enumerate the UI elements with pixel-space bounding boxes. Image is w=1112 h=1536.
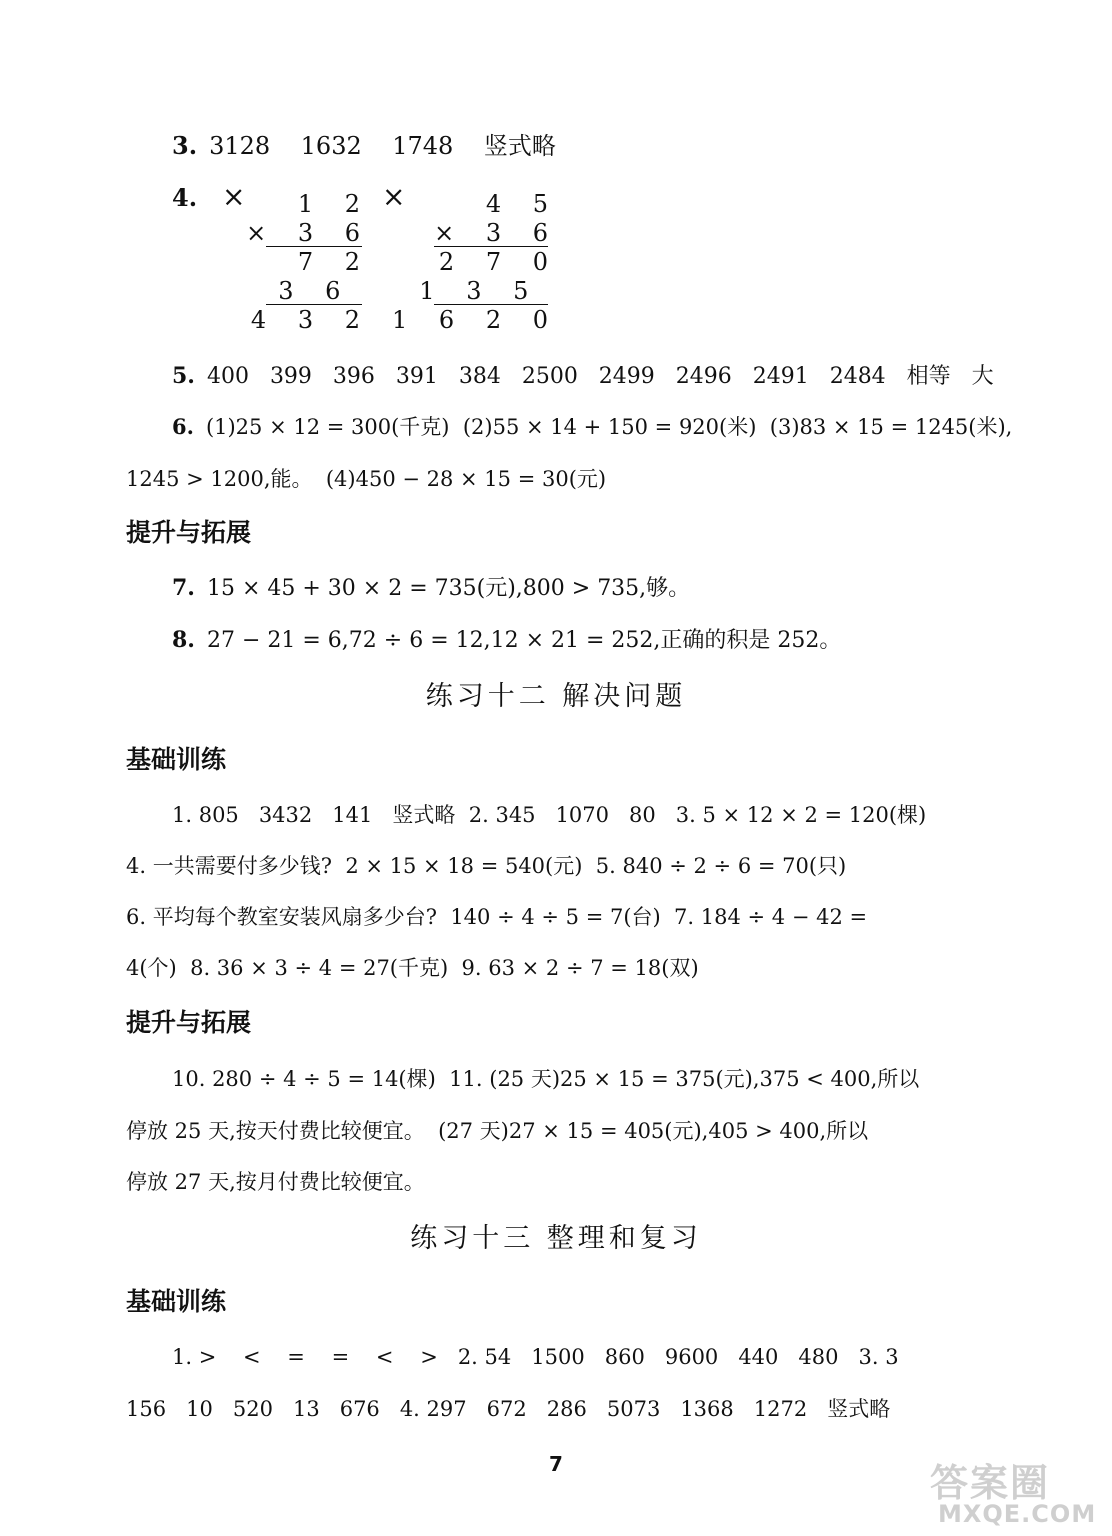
answer-4-number (172, 183, 209, 213)
answer-text: (1)25 × 12 = 300(千克) (2)55 × 14 + 150 = 920(米) (3)83 × 15 = 1245(米), (205, 415, 1013, 439)
calc-rule (434, 304, 548, 305)
answer-line: 1. > < = = < > 2. 54 1500 860 9600 440 480 3. 3 (172, 1345, 899, 1369)
item-number: 4. (172, 183, 198, 212)
item-number: 6. (172, 414, 194, 439)
answer-line: 1. 805 3432 141 竖式略 2. 345 1070 80 3. 5 × 12 × 2 = 120(棵) (172, 803, 927, 827)
calc-rule (266, 246, 362, 247)
answer-text: 15 × 45 + 30 × 2 = 735(元),800 > 735,够。 (206, 576, 691, 601)
item-number: 7. (172, 575, 195, 601)
watermark-url: MXQE.COM (938, 1500, 1097, 1528)
answer-3 (172, 131, 556, 161)
answer-5 (172, 361, 994, 392)
calc-row: 1 6 2 0 (392, 306, 560, 334)
vertical-calculation-b (392, 190, 560, 340)
item-number: 3. (172, 131, 198, 160)
answer-line: 156 10 520 13 676 4. 297 672 286 5073 1368 1272 竖式略 (126, 1397, 891, 1421)
vertical-calculation-a (246, 190, 372, 340)
calc-rule (266, 304, 362, 305)
calc-row: 4 5 (485, 190, 560, 218)
exercise-title: 练习十二 解决问题 (425, 681, 687, 712)
section-heading: 基础训练 (126, 1287, 227, 1316)
section-heading: 提升与拓展 (126, 518, 252, 547)
wrong-mark-icon: × (382, 180, 406, 213)
watermark-text: 答案圈 (930, 1461, 1051, 1505)
answer-7 (172, 573, 690, 604)
answer-text: 27 − 21 = 6,72 ÷ 6 = 12,12 × 21 = 252,正确的积是 252。 (206, 628, 842, 653)
calc-rule (434, 246, 548, 247)
calc-row: × 3 6 (434, 219, 560, 247)
answer-8 (172, 625, 841, 656)
answer-text: 3128 1632 1748 竖式略 (209, 132, 556, 160)
section-heading: 提升与拓展 (126, 1008, 252, 1037)
answer-6 (172, 412, 1012, 442)
wrong-mark-icon: × (222, 180, 246, 213)
answer-6-continued: 1245 > 1200,能。 (4)450 − 28 × 15 = 30(元) (126, 467, 607, 491)
answer-line: 4(个) 8. 36 × 3 ÷ 4 = 27(千克) 9. 63 × 2 ÷ 7 = 18(双) (126, 956, 699, 980)
section-heading: 基础训练 (126, 745, 227, 774)
exercise-title: 练习十三 整理和复习 (410, 1223, 702, 1254)
calc-row: 3 6 (278, 277, 372, 305)
calc-row: 7 2 (297, 248, 372, 276)
answer-line: 6. 平均每个教室安装风扇多少台? 140 ÷ 4 ÷ 5 = 7(台) 7. 184 ÷ 4 − 42 = (126, 905, 868, 929)
calc-row: × 3 6 (246, 219, 372, 247)
watermark-logo (924, 1452, 1097, 1530)
item-number: 8. (172, 627, 195, 653)
answer-line: 10. 280 ÷ 4 ÷ 5 = 14(棵) 11. (25 天)25 × 15 = 375(元),375 < 400,所以 (172, 1067, 920, 1091)
answer-text: 400 399 396 391 384 2500 2499 2496 2491 2484 相等 大 (206, 364, 994, 389)
answer-line: 停放 27 天,按月付费比较便宜。 (126, 1170, 425, 1194)
calc-row: 1 3 5 (419, 277, 560, 305)
item-number: 5. (172, 363, 195, 389)
calc-row: 4 3 2 (250, 306, 372, 334)
calc-row: 2 7 0 (438, 248, 560, 276)
page-number: 7 (549, 1452, 563, 1476)
calc-row: 1 2 (297, 190, 372, 218)
answer-line: 停放 25 天,按天付费比较便宜。 (27 天)27 × 15 = 405(元),405 > 400,所以 (126, 1119, 869, 1143)
answer-line: 4. 一共需要付多少钱? 2 × 15 × 18 = 540(元) 5. 840 ÷ 2 ÷ 6 = 70(只) (126, 854, 847, 878)
